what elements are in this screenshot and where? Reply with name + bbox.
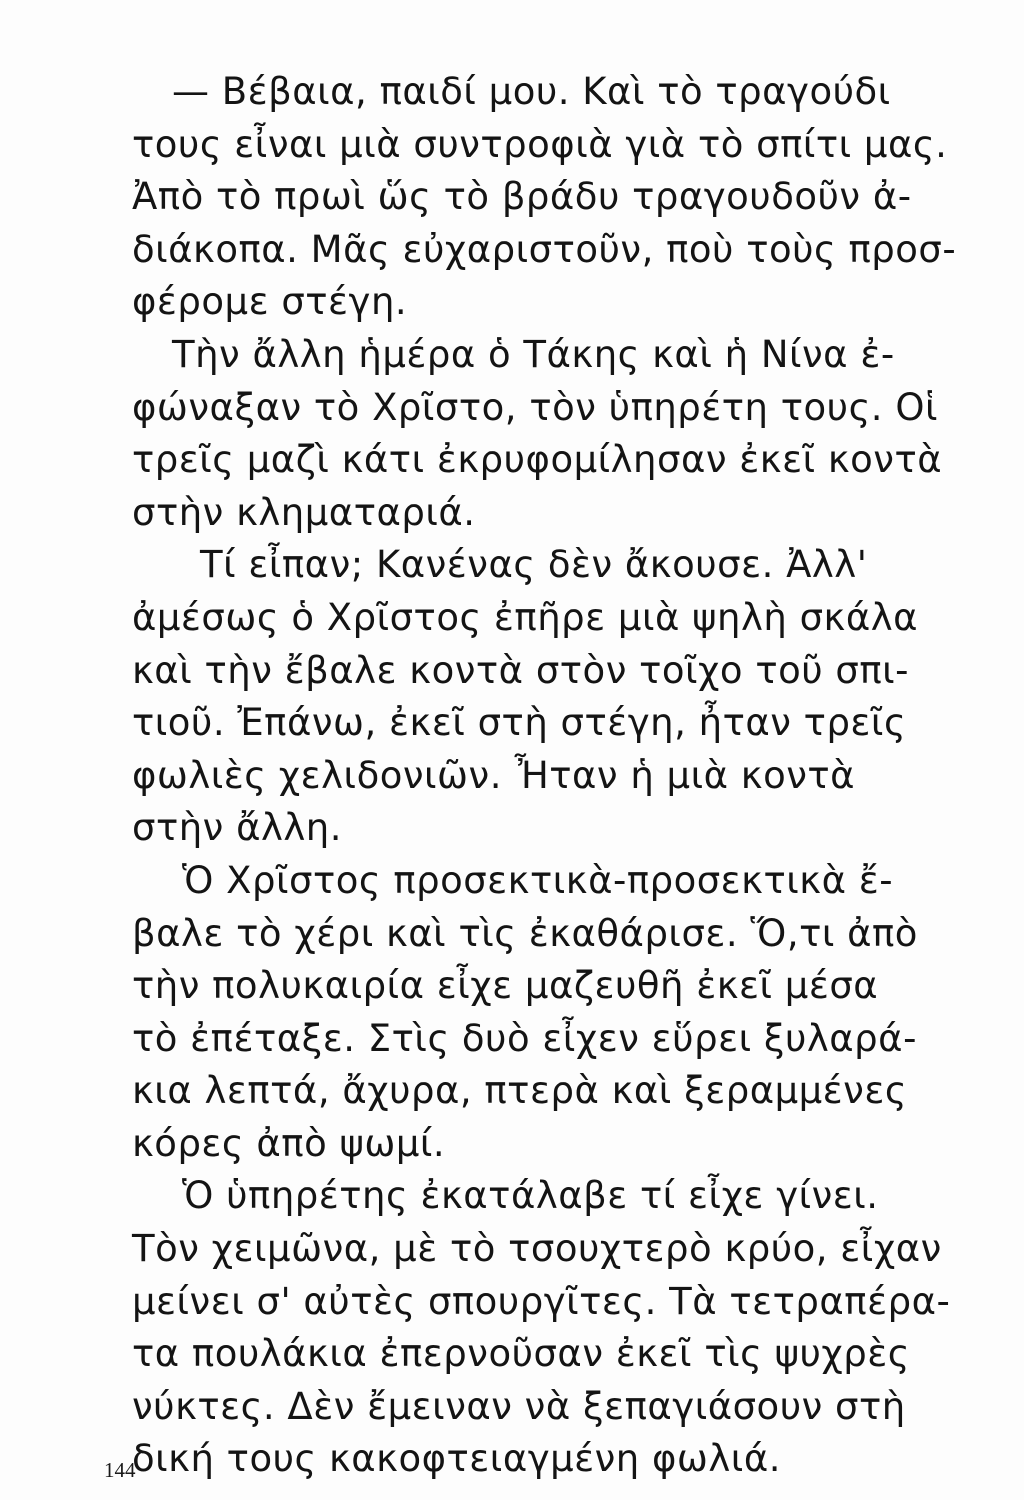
text-line: — Βέβαια, παιδί μου. Καὶ τὸ τραγούδι <box>172 70 891 113</box>
text-line: τους εἶναι μιὰ συντροφιὰ γιὰ τὸ σπίτι μας. <box>132 122 948 166</box>
text-line: Τί εἶπαν; Κανένας δὲν ἄκουσε. Ἀλλ' <box>200 543 868 587</box>
text-line: μείνει σ' αὐτὲς σπουργῖτες. Τὰ τετραπέρα- <box>132 1279 951 1323</box>
text-line: Τὸν χειμῶνα, μὲ τὸ τσουχτερὸ κρύο, εἶχαν <box>132 1227 942 1271</box>
text-line: τρεῖς μαζὶ κάτι ἐκρυφομίλησαν ἐκεῖ κοντὰ <box>132 438 943 482</box>
text-line: Ἀπὸ τὸ πρωὶ ὥς τὸ βράδυ τραγουδοῦν ἀ- <box>132 175 912 219</box>
text-line: καὶ τὴν ἔβαλε κοντὰ στὸν τοῖχο τοῦ σπι- <box>132 648 910 692</box>
text-line: βαλε τὸ χέρι καὶ τὶς ἐκαθάρισε. Ὅ,τι ἀπὸ <box>132 911 918 955</box>
text-line: τὸ ἐπέταξε. Στὶς δυὸ εἶχεν εὕρει ξυλαρά- <box>132 1016 917 1060</box>
text-line: φέρομε στέγη. <box>132 280 408 324</box>
text-line: στὴν ἄλλη. <box>132 806 342 850</box>
text-line: δική τους κακοφτειαγμένη φωλιά. <box>132 1437 781 1481</box>
text-line: ἀμέσως ὁ Χρῖστος ἐπῆρε μιὰ ψηλὴ σκάλα <box>132 595 919 639</box>
text-line: Ὁ Χρῖστος προσεκτικὰ-προσεκτικὰ ἔ- <box>182 858 894 902</box>
text-line: κια λεπτά, ἄχυρα, πτερὰ καὶ ξεραμμένες <box>132 1069 908 1113</box>
text-line: τὴν πολυκαιρία εἶχε μαζευθῆ ἐκεῖ μέσα <box>132 964 879 1008</box>
text-line: Ὁ ὑπηρέτης ἐκατάλαβε τί εἶχε γίνει. <box>182 1174 879 1218</box>
text-line: τιοῦ. Ἐπάνω, ἐκεῖ στὴ στέγη, ἦταν τρεῖς <box>132 701 907 745</box>
body-text <box>132 66 972 1486</box>
text-line: κόρες ἀπὸ ψωμί. <box>132 1121 446 1165</box>
text-line: στὴν κληματαριά. <box>132 490 476 534</box>
text-line: φωλιὲς χελιδονιῶν. Ἦταν ἡ μιὰ κοντὰ <box>132 753 856 797</box>
text-line: διάκοπα. Μᾶς εὐχαριστοῦν, ποὺ τοὺς προσ- <box>132 227 957 271</box>
text-line: τα πουλάκια ἐπερνοῦσαν ἐκεῖ τὶς ψυχρὲς <box>132 1332 911 1376</box>
text-line: φώναξαν τὸ Χρῖστο, τὸν ὑπηρέτη τους. Οἱ <box>132 385 938 429</box>
text-line: Τὴν ἄλλη ἡμέρα ὁ Τάκης καὶ ἡ Νίνα ἐ- <box>172 332 895 376</box>
page-number: 144 <box>104 1458 136 1482</box>
text-line: νύκτες. Δὲν ἔμειναν νὰ ξεπαγιάσουν στὴ <box>132 1384 906 1428</box>
